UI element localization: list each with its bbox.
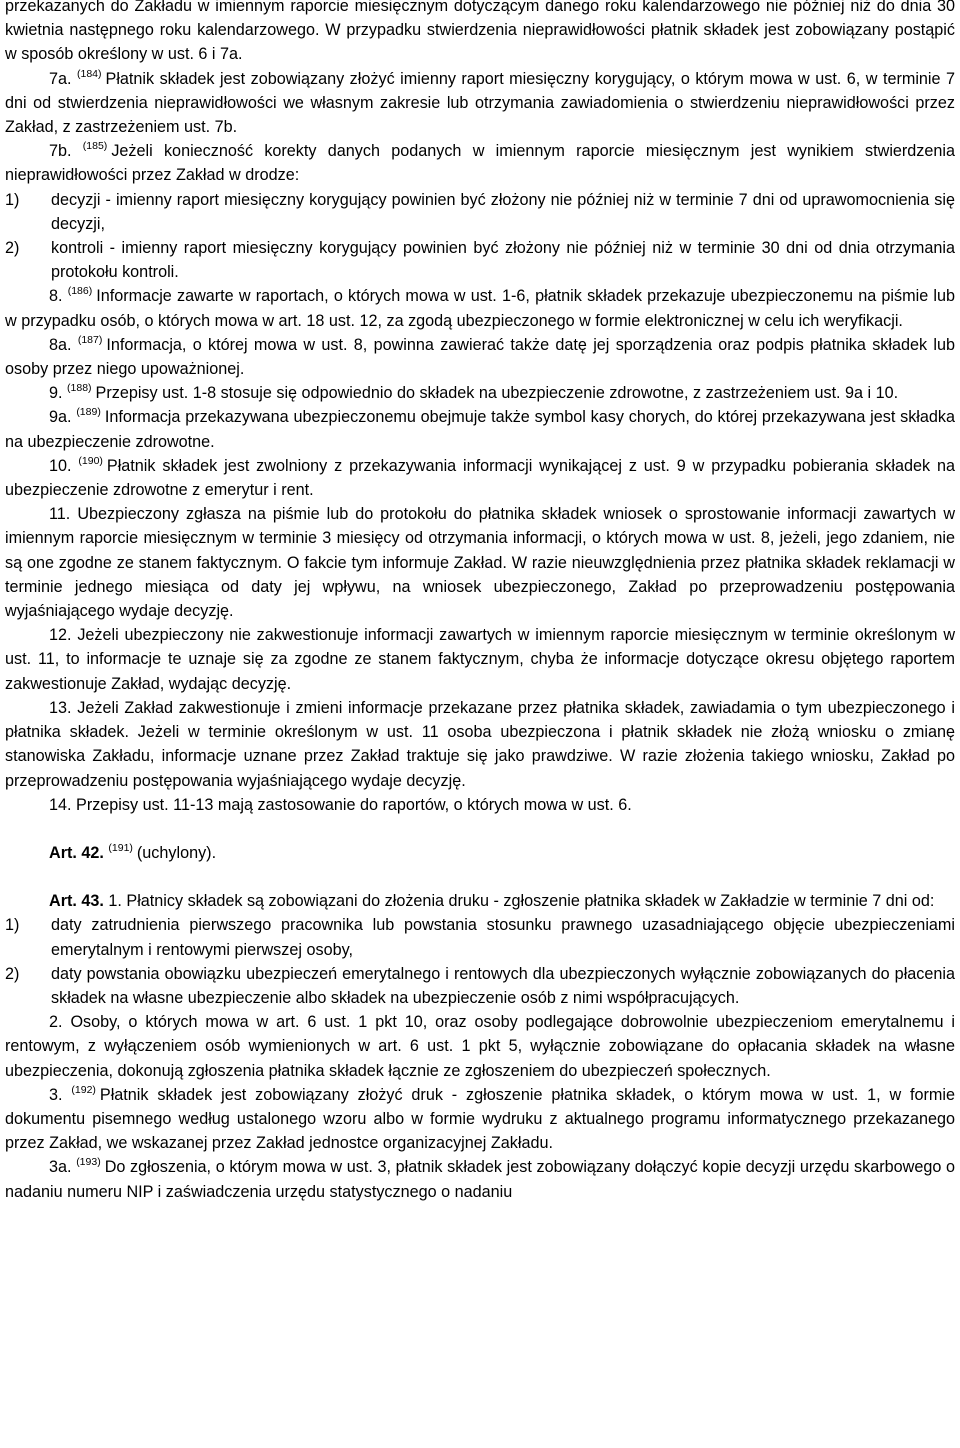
paragraph-14	[5, 793, 955, 817]
list-number: 2)	[5, 964, 20, 983]
list-item	[5, 913, 955, 961]
paragraph-7a	[5, 67, 955, 140]
list-text: daty powstania obowiązku ubezpieczeń emerytalnego i rentowych dla ubezpieczonych wyłącznie zobowiązanych do płacenia składek na własne ubezpieczenie albo składek na ubezpieczenie osób z nimi współpracujących.	[51, 964, 955, 1007]
paragraph-text: Płatnik składek jest zwolniony z przekazywania informacji wynikającej z ust. 9 w przypadku pobierania składek na ubezpieczenie zdrowotne z emerytur i rent.	[5, 456, 955, 500]
footnote-ref: (185)	[82, 140, 108, 153]
paragraph-text: Przepisy ust. 11-13 mają zastosowanie do raportów, o których mowa w ust. 6.	[76, 795, 632, 814]
paragraph-number: 7b.	[49, 142, 72, 161]
paragraph-text: Ubezpieczony zgłasza na piśmie lub do protokołu do płatnika składek wniosek o sprostowanie informacji zawartych w imiennym raporcie miesięcznym w terminie 3 miesięcy od otrzymania informacji, o których mowa w ust. 8, jeżeli, jego zdaniem, nie są one zgodne ze stanem faktycznym. O fakcie tym informuje Zakład. W razie nieuwzględnienia przez płatnika składek reklamacji w terminie jednego miesiąca od daty jej wpływu, na wniosek ubezpieczonego, Zakład po przeprowadzeniu postępowania wyjaśniającego wydaje decyzję.	[5, 505, 956, 621]
paragraph-number: 9a.	[49, 408, 72, 427]
paragraph-number: 3a.	[49, 1158, 72, 1177]
article-text: (uchylony).	[136, 843, 217, 862]
paragraph-7b	[5, 139, 955, 187]
paragraph-number: 10.	[49, 456, 72, 475]
paragraph-text: Jeżeli konieczność korekty danych podanych w imiennym raporcie miesięcznym jest wynikiem stwierdzenia nieprawidłowości przez Zakład w drodze:	[5, 142, 956, 185]
footnote-ref: (190)	[78, 454, 103, 467]
footnote-ref: (184)	[77, 67, 102, 80]
paragraph-text: Informacje zawarte w raportach, o których mowa w ust. 1-6, płatnik składek przekazuje ubezpieczonemu na piśmie lub w przypadku osób, o których mowa w art. 18 ust. 12, za zgodą ubezpieczonego w formie elektronicznej w celu ich weryfikacji.	[5, 287, 955, 330]
paragraph-12	[5, 623, 955, 696]
paragraph-text: Płatnicy składek są zobowiązani do złożenia druku - zgłoszenie płatnika składek w Zakładzie w terminie 7 dni od:	[126, 892, 935, 911]
paragraph-number: 12.	[49, 626, 72, 645]
footnote-ref: (186)	[67, 285, 93, 298]
paragraph-number: 8.	[49, 287, 63, 306]
paragraph-8	[5, 284, 955, 332]
paragraph-continuation: przekazanych do Zakładu w imiennym raporcie miesięcznym dotyczącym danego roku kalendarzowego nie później niż do dnia 30 kwietnia następnego roku kalendarzowego. W przypadku stwierdzenia nieprawidłowości płatnik składek jest zobowiązany postąpić w sposób określony w ust. 6 i 7a.	[5, 0, 955, 64]
article-43	[5, 889, 955, 913]
spacer	[5, 865, 955, 889]
paragraph-number: 8a.	[49, 335, 72, 354]
paragraph-9	[5, 381, 955, 405]
footnote-ref: (188)	[67, 382, 92, 395]
article-label: Art. 42.	[49, 843, 104, 862]
paragraph-text: Płatnik składek jest zobowiązany złożyć imienny raport miesięczny korygujący, o którym mowa w ust. 6, w terminie 7 dni od stwierdzenia nieprawidłowości we własnym zakresie lub otrzymania zawiadomienia o stwierdzeniu nieprawidłowości przez Zakład, z zastrzeżeniem ust. 7b.	[5, 69, 955, 137]
paragraph-number: 3.	[49, 1085, 63, 1104]
paragraph-number: 7a.	[49, 69, 72, 88]
list-text: kontroli - imienny raport miesięczny korygujący powinien być złożony nie później niż w terminie 30 dni od dnia otrzymania protokołu kontroli.	[51, 239, 955, 282]
list-number: 1)	[5, 916, 20, 935]
paragraph-number: 1.	[108, 892, 122, 911]
paragraph-10	[5, 454, 955, 502]
paragraph-8a	[5, 333, 955, 381]
list-item	[5, 236, 955, 284]
paragraph-9a	[5, 405, 955, 453]
paragraph-text: Płatnik składek jest zobowiązany złożyć druk - zgłoszenie płatnika składek, o którym mowa w ust. 1, w formie dokumentu pisemnego według ustalonego wzoru albo w formie wydruku z aktualnego programu informatycznego przekazanego przez Zakład, we wskazanej przez Zakład jednostce organizacyjnej Zakładu.	[5, 1085, 956, 1153]
footnote-ref: (189)	[76, 406, 101, 419]
list-item	[5, 188, 955, 236]
list-number: 2)	[5, 239, 20, 258]
paragraph-43-3	[5, 1083, 955, 1156]
footnote-ref: (187)	[77, 333, 103, 346]
list-text: daty zatrudnienia pierwszego pracownika lub powstania stosunku prawnego uzasadniającego objęcie ubezpieczeniami emerytalnym i rentowymi pierwszej osoby,	[51, 916, 955, 959]
paragraph-text: Osoby, o których mowa w art. 6 ust. 1 pkt 10, oraz osoby podlegające dobrowolnie ubezpieczeniom emerytalnemu i rentowym, z wyłączeniem osób wymienionych w art. 6 ust. 1 pkt 5, wyłącznie zobowiązane do opłacania składek na własne ubezpieczenia, dokonują zgłoszenia płatnika składek łącznie ze zgłoszeniem do ubezpieczeń społecznych.	[5, 1013, 956, 1080]
paragraph-number: 11.	[49, 505, 71, 524]
paragraph-text: Przepisy ust. 1-8 stosuje się odpowiednio do składek na ubezpieczenie zdrowotne, z zastrzeżeniem ust. 9a i 10.	[95, 384, 899, 403]
paragraph-text: Informacja, o której mowa w ust. 8, powinna zawierać także datę jej sporządzenia oraz podpis płatnika składek lub osoby przez niego upoważnionej.	[5, 335, 955, 379]
article-42	[5, 841, 955, 865]
footnote-ref: (191)	[108, 841, 133, 854]
paragraph-number: 9.	[49, 384, 63, 403]
spacer	[5, 817, 955, 841]
paragraph-text: Jeżeli Zakład zakwestionuje i zmieni informacje przekazane przez płatnika składek, zawiadamia o tym ubezpieczonego i płatnika składek. Jeżeli w terminie określonym w ust. 11 osoba ubezpieczona i płatnik składek nie złożą wniosku o zmianę stanowiska Zakładu, informacje uznane przez Zakład traktuje się jako prawdziwe. W razie złożenia takiego wniosku, Zakład po przeprowadzeniu postępowania wyjaśniającego wydaje decyzję.	[5, 698, 955, 790]
paragraph-43-2	[5, 1010, 955, 1083]
footnote-ref: (192)	[71, 1083, 96, 1096]
paragraph-number: 13.	[49, 698, 72, 717]
list-item	[5, 962, 955, 1010]
paragraph-text: Jeżeli ubezpieczony nie zakwestionuje informacji zawartych w imiennym raporcie miesięcznym w terminie określonym w ust. 11, to informacje te uznaje się za zgodne ze stanem faktycznym, chyba że informacje dotyczące okresu objętego raportem zakwestionuje Zakład, wydając decyzję.	[5, 626, 956, 693]
footnote-ref: (193)	[76, 1156, 101, 1169]
paragraph-text: Informacja przekazywana ubezpieczonemu obejmuje także symbol kasy chorych, do której przekazywana jest składka na ubezpieczenie zdrowotne.	[5, 408, 955, 451]
article-label: Art. 43.	[49, 892, 104, 911]
paragraph-43-3a	[5, 1155, 955, 1203]
paragraph-number: 2.	[49, 1013, 63, 1032]
paragraph-text: Do zgłoszenia, o którym mowa w ust. 3, płatnik składek jest zobowiązany dołączyć kopie decyzji urzędu skarbowego o nadaniu numeru NIP i zaświadczenia urzędu statystycznego o nadaniu	[5, 1158, 955, 1201]
paragraph-number: 14.	[49, 795, 72, 814]
paragraph-11	[5, 502, 955, 623]
paragraph-13	[5, 696, 955, 793]
list-text: decyzji - imienny raport miesięczny korygujący powinien być złożony nie później niż w terminie 7 dni od uprawomocnienia się decyzji,	[51, 190, 955, 233]
document-page	[5, 0, 955, 1204]
list-number: 1)	[5, 190, 20, 209]
